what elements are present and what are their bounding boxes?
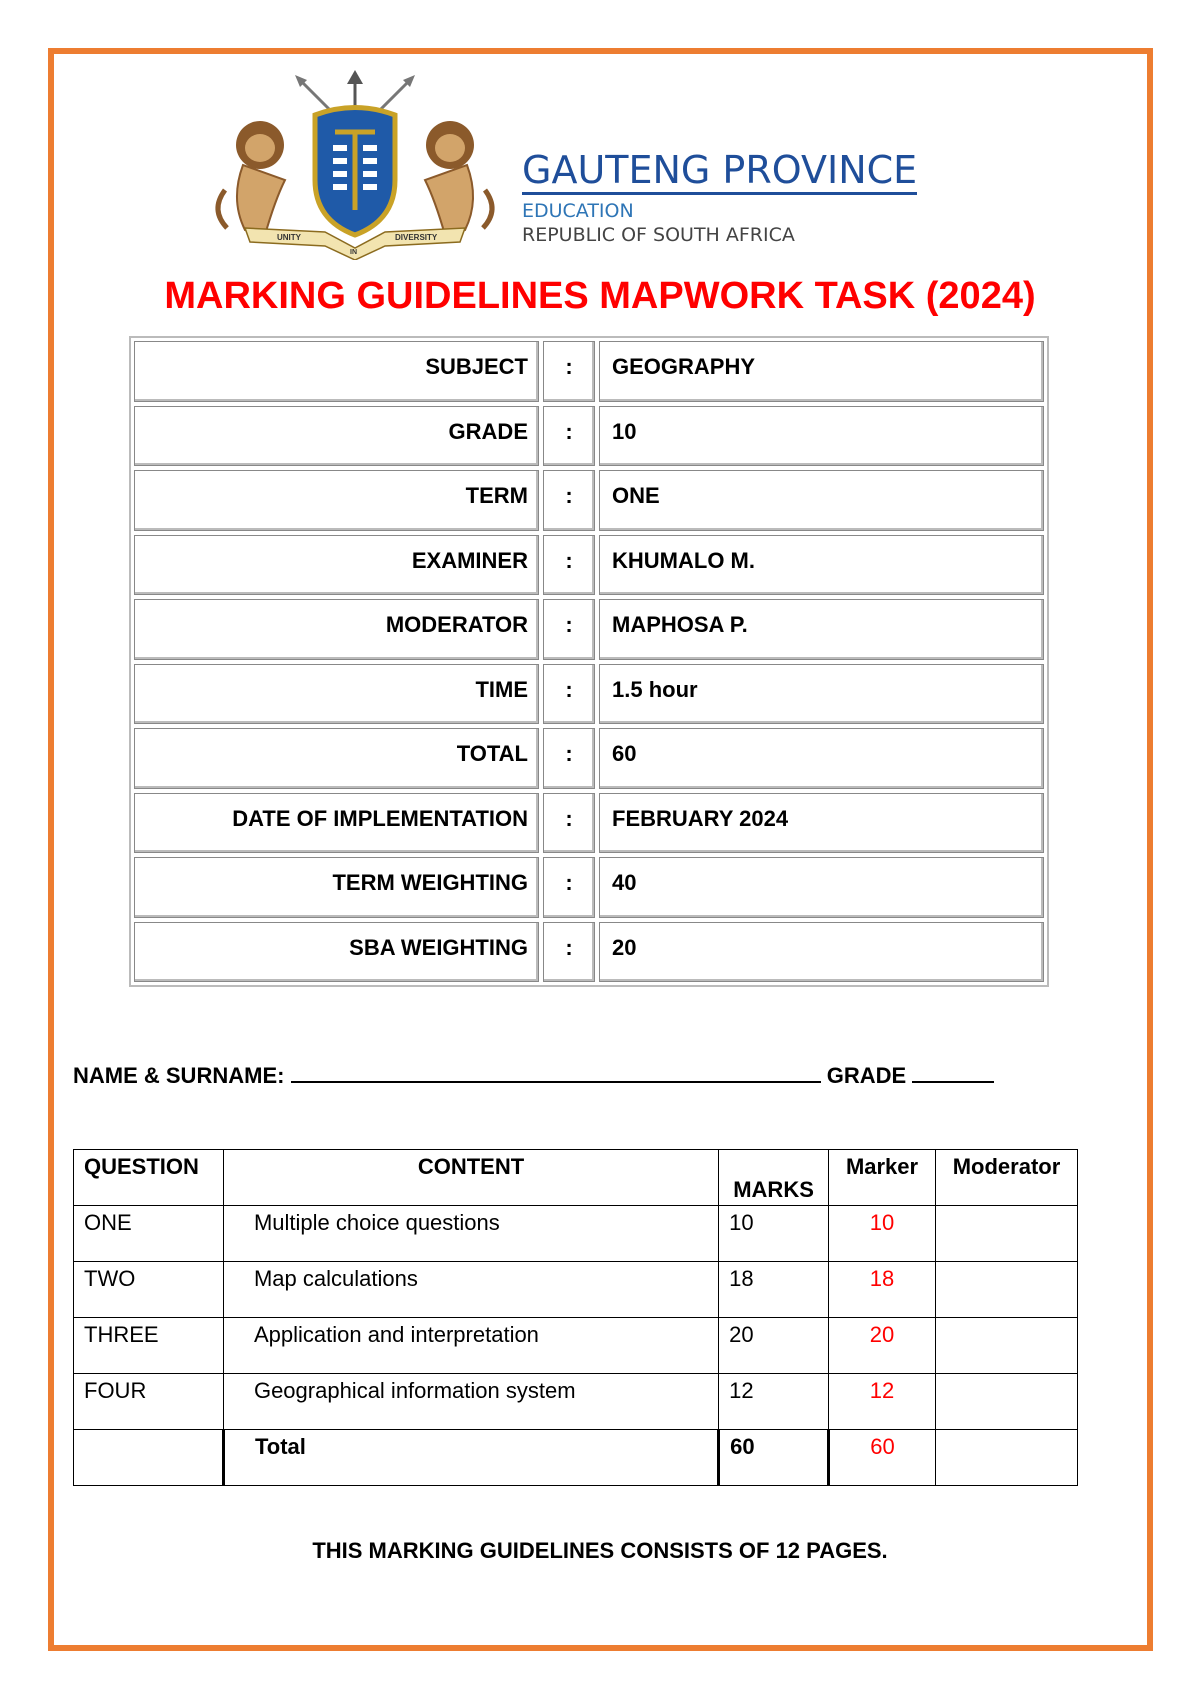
info-value: FEBRUARY 2024 (599, 793, 1044, 854)
info-value: 20 (599, 922, 1044, 983)
info-label: SBA WEIGHTING (134, 922, 539, 983)
marks-header-row (74, 1150, 1078, 1206)
info-label: DATE OF IMPLEMENTATION (134, 793, 539, 854)
header-moderator: Moderator (936, 1150, 1078, 1206)
info-label: SUBJECT (134, 341, 539, 402)
cell-question: FOUR (74, 1374, 224, 1430)
cell-total-marker: 60 (829, 1430, 936, 1486)
cell-marker: 12 (829, 1374, 936, 1430)
info-separator: : (543, 470, 595, 531)
cell-marks: 12 (719, 1374, 829, 1430)
info-separator: : (543, 728, 595, 789)
cell-question: ONE (74, 1206, 224, 1262)
total-row (74, 1430, 1078, 1486)
info-separator: : (543, 599, 595, 660)
table-row (74, 1318, 1078, 1374)
info-row (132, 533, 1046, 598)
student-details-line (73, 1063, 994, 1089)
info-separator: : (543, 341, 595, 402)
cell-moderator[interactable] (936, 1374, 1078, 1430)
department-name: EDUCATION (522, 200, 634, 222)
grade-label: GRADE (826, 1063, 907, 1088)
info-label: TOTAL (134, 728, 539, 789)
info-row (132, 726, 1046, 791)
info-separator: : (543, 406, 595, 467)
info-row (132, 920, 1046, 985)
info-label: TERM WEIGHTING (134, 857, 539, 918)
info-row (132, 855, 1046, 920)
table-row (74, 1206, 1078, 1262)
name-surname-field[interactable] (291, 1063, 821, 1083)
cell-marks: 18 (719, 1262, 829, 1318)
cell-marker: 10 (829, 1206, 936, 1262)
cell-moderator[interactable] (936, 1262, 1078, 1318)
grade-field[interactable] (912, 1063, 994, 1083)
info-row (132, 791, 1046, 856)
info-row (132, 339, 1046, 404)
motto-in: IN (350, 249, 357, 256)
info-separator: : (543, 857, 595, 918)
info-separator: : (543, 664, 595, 725)
table-row (74, 1374, 1078, 1430)
cell-content: Map calculations (223, 1262, 718, 1318)
info-separator: : (543, 535, 595, 596)
logo-text (522, 150, 917, 247)
header-marker: Marker (829, 1150, 936, 1206)
province-name: GAUTENG PROVINCE (522, 150, 917, 195)
info-row (132, 468, 1046, 533)
info-label: TERM (134, 470, 539, 531)
name-surname-label: NAME & SURNAME: (73, 1063, 285, 1088)
cell-question: TWO (74, 1262, 224, 1318)
info-value: KHUMALO M. (599, 535, 1044, 596)
info-value: GEOGRAPHY (599, 341, 1044, 402)
table-row (74, 1262, 1078, 1318)
cell-marker: 20 (829, 1318, 936, 1374)
cell-moderator[interactable] (936, 1206, 1078, 1262)
cell-content: Multiple choice questions (223, 1206, 718, 1262)
header-content: CONTENT (223, 1150, 718, 1206)
cell-content: Application and interpretation (223, 1318, 718, 1374)
info-value: 1.5 hour (599, 664, 1044, 725)
info-value: 40 (599, 857, 1044, 918)
cell-question (74, 1430, 224, 1486)
info-row (132, 662, 1046, 727)
info-row (132, 597, 1046, 662)
cell-content: Geographical information system (223, 1374, 718, 1430)
info-value: ONE (599, 470, 1044, 531)
cell-marker: 18 (829, 1262, 936, 1318)
country-name: REPUBLIC OF SOUTH AFRICA (522, 224, 795, 246)
marks-table (73, 1149, 1078, 1486)
info-value: 10 (599, 406, 1044, 467)
info-label: TIME (134, 664, 539, 725)
page-title: MARKING GUIDELINES MAPWORK TASK (2024) (164, 275, 1036, 317)
cell-total-marks: 60 (719, 1430, 829, 1486)
info-value: 60 (599, 728, 1044, 789)
cell-marks: 10 (719, 1206, 829, 1262)
info-value: MAPHOSA P. (599, 599, 1044, 660)
header-question: QUESTION (74, 1150, 224, 1206)
info-row (132, 404, 1046, 469)
cell-total-label: Total (223, 1430, 718, 1486)
info-label: GRADE (134, 406, 539, 467)
cell-total-moderator[interactable] (936, 1430, 1078, 1486)
info-label: EXAMINER (134, 535, 539, 596)
info-separator: : (543, 793, 595, 854)
cell-marks: 20 (719, 1318, 829, 1374)
info-separator: : (543, 922, 595, 983)
info-label: MODERATOR (134, 599, 539, 660)
info-table (129, 336, 1049, 987)
motto-diversity: DIVERSITY (395, 233, 438, 242)
cell-moderator[interactable] (936, 1318, 1078, 1374)
motto-unity: UNITY (277, 233, 301, 242)
coat-of-arms-logo (205, 70, 505, 260)
cell-question: THREE (74, 1318, 224, 1374)
header-marks: MARKS (719, 1150, 829, 1206)
page-count-note: THIS MARKING GUIDELINES CONSISTS OF 12 PAGES. (312, 1538, 888, 1563)
